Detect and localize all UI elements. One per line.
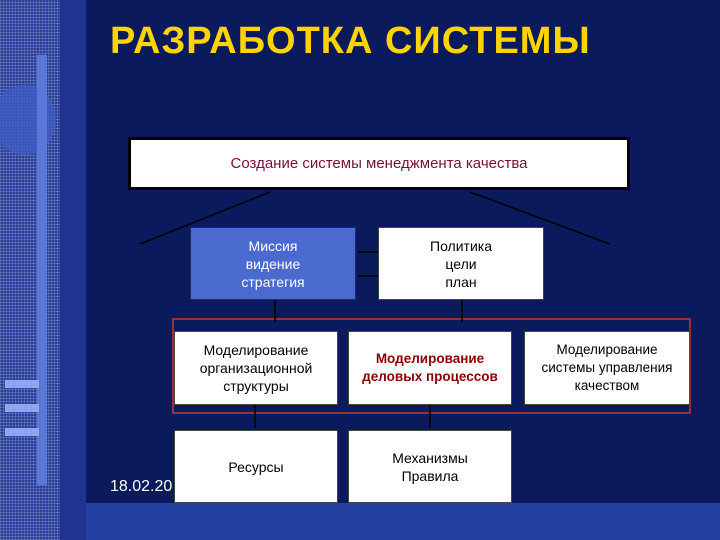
qms-modeling-box: Моделирование системы управления качеством: [524, 331, 690, 405]
org-modeling-box: Моделирование организационной структуры: [174, 331, 338, 405]
mechanisms-box: Механизмы Правила: [348, 430, 512, 503]
slide-title: РАЗРАБОТКА СИСТЕМЫ: [110, 20, 591, 62]
top-box: Создание системы менеджмента качества: [128, 137, 630, 190]
resources-box: Ресурсы: [174, 430, 338, 503]
mission-box: Миссия видение стратегия: [190, 227, 356, 300]
policy-box: Политика цели план: [378, 227, 544, 300]
process-modeling-box: Моделирование деловых процессов: [348, 331, 512, 405]
date-label: 18.02.20: [110, 478, 173, 495]
